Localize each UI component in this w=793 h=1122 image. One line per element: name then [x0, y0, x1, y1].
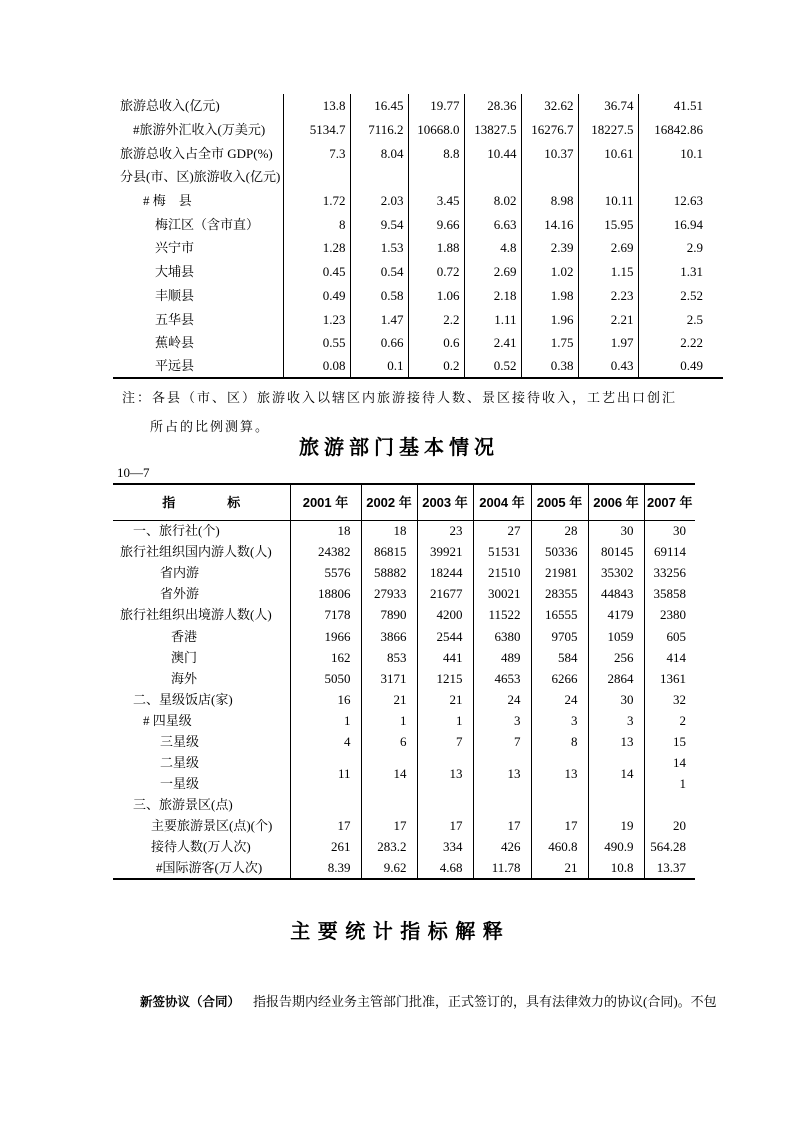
value-cell: 6380	[473, 625, 531, 646]
value-cell: 1.06	[408, 284, 464, 308]
value-cell: 2.5	[686, 311, 703, 327]
value-cell: 1059	[588, 625, 644, 646]
value-cell: 30	[588, 689, 644, 710]
value-cell: 0.2	[408, 355, 464, 379]
value-cell: 9.54	[350, 212, 408, 236]
row-label: 梅江区（含市直）	[113, 212, 283, 236]
value-cell: 0.54	[350, 260, 408, 284]
value-cell: 605	[666, 628, 686, 644]
row-label: 海外	[113, 668, 290, 689]
table-row	[113, 520, 695, 541]
value-cell: 14.16	[521, 212, 578, 236]
revenue-table	[113, 94, 723, 379]
value-cell: 16.45	[350, 94, 408, 118]
table-row	[113, 212, 723, 236]
value-cell: 2.69	[464, 260, 521, 284]
table-number: 10—7	[117, 465, 150, 480]
value-cell: 3	[473, 710, 531, 731]
row-label: 兴宁市	[113, 236, 283, 260]
value-cell: 0.49	[283, 284, 350, 308]
value-cell: 9705	[531, 625, 588, 646]
row-label: 大埔县	[113, 260, 283, 284]
value-cell: 6.63	[464, 212, 521, 236]
value-cell: 5576	[290, 562, 361, 583]
header-year-2007: 2007 年	[644, 484, 695, 520]
value-cell: 17	[473, 815, 531, 836]
table-row	[113, 794, 695, 815]
value-cell: 21510	[473, 562, 531, 583]
value-cell: 2.2	[408, 307, 464, 331]
value-cell: 414	[666, 649, 686, 665]
value-cell: 13.8	[283, 94, 350, 118]
row-label: 省内游	[113, 562, 290, 583]
value-cell: 11522	[473, 604, 531, 625]
value-cell: 162	[290, 647, 361, 668]
row-label: 一、旅行社(个)	[113, 520, 290, 541]
table-row	[113, 668, 695, 689]
header-indicator: 指 标	[113, 484, 290, 520]
value-cell: 7	[473, 731, 531, 752]
value-cell: 12.63	[673, 193, 703, 209]
row-label: #国际游客(万人次)	[113, 858, 290, 879]
value-cell: 0.58	[350, 284, 408, 308]
value-cell: 5050	[290, 668, 361, 689]
glossary-title: 主要统计指标解释	[290, 921, 511, 943]
header-year-2003: 2003 年	[417, 484, 473, 520]
row-label: 三星级	[113, 731, 290, 752]
value-cell: 1.53	[350, 236, 408, 260]
value-cell: 1.47	[350, 307, 408, 331]
value-cell	[361, 794, 417, 815]
value-cell: 80145	[588, 541, 644, 562]
value-cell: 21	[531, 858, 588, 879]
value-cell: 11.78	[473, 858, 531, 879]
value-cell: 18227.5	[578, 118, 638, 142]
value-cell: 3171	[361, 668, 417, 689]
value-cell: 14	[361, 752, 417, 794]
table-row	[113, 625, 695, 646]
value-cell	[588, 794, 644, 815]
table-row	[113, 583, 695, 604]
table-row	[113, 236, 723, 260]
definition-text: 指报告期内经业务主管部门批准，正式签订的，具有法律效力的协议(合同)。不包	[253, 994, 717, 1009]
value-cell: 5134.7	[283, 118, 350, 142]
table-row	[113, 284, 723, 308]
value-cell: 426	[473, 836, 531, 857]
value-cell: 10.11	[578, 189, 638, 213]
value-cell: 1.97	[578, 331, 638, 355]
value-cell: 18	[290, 520, 361, 541]
value-cell: 4653	[473, 668, 531, 689]
value-cell: 2.23	[578, 284, 638, 308]
footnote-line1: 注：各县（市、区）旅游收入以辖区内旅游接待人数、景区接待收入，工艺出口创汇	[122, 390, 678, 405]
value-cell: 17	[361, 815, 417, 836]
value-cell: 2.52	[680, 287, 703, 303]
row-label: 五华县	[113, 307, 283, 331]
value-cell: 15	[673, 733, 686, 749]
value-cell: 2544	[417, 625, 473, 646]
table-row	[113, 307, 723, 331]
value-cell: 13	[588, 731, 644, 752]
value-cell: 1	[679, 776, 686, 792]
definition-paragraph	[140, 991, 717, 1010]
value-cell: 441	[417, 647, 473, 668]
value-cell: 584	[531, 647, 588, 668]
value-cell	[408, 165, 464, 189]
value-cell: 1.31	[680, 264, 703, 280]
value-cell: 17	[290, 815, 361, 836]
value-cell: 0.43	[578, 355, 638, 379]
value-cell: 18244	[417, 562, 473, 583]
value-cell	[464, 165, 521, 189]
value-cell: 28	[531, 520, 588, 541]
value-cell: 0.1	[350, 355, 408, 379]
value-cell: 32.62	[521, 94, 578, 118]
value-cell: 2.39	[521, 236, 578, 260]
value-cell: 256	[588, 647, 644, 668]
definition-term: 新签协议（合同）	[140, 995, 241, 1009]
row-label: # 梅 县	[113, 189, 283, 213]
table-row	[113, 355, 723, 379]
value-cell	[578, 165, 638, 189]
value-cell: 0.72	[408, 260, 464, 284]
value-cell: 58882	[361, 562, 417, 583]
value-cell: 4	[290, 731, 361, 752]
table-row	[113, 710, 695, 731]
value-cell: 8.39	[290, 858, 361, 879]
value-cell: 7178	[290, 604, 361, 625]
header-year-2006: 2006 年	[588, 484, 644, 520]
value-cell: 21981	[531, 562, 588, 583]
section-title: 旅游部门基本情况	[299, 437, 499, 459]
row-label: 二星级	[113, 752, 290, 773]
row-label: 香港	[113, 625, 290, 646]
value-cell: 24382	[290, 541, 361, 562]
value-cell: 21	[417, 689, 473, 710]
value-cell: 10.44	[464, 141, 521, 165]
value-cell: 1.28	[283, 236, 350, 260]
value-cell: 33256	[653, 565, 686, 581]
value-cell: 36.74	[578, 94, 638, 118]
value-cell	[644, 794, 695, 815]
value-cell: 30021	[473, 583, 531, 604]
value-cell: 460.8	[531, 836, 588, 857]
value-cell: 0.6	[408, 331, 464, 355]
value-cell: 17	[531, 815, 588, 836]
value-cell: 23	[417, 520, 473, 541]
value-cell: 1	[417, 710, 473, 731]
value-cell: 3	[588, 710, 644, 731]
value-cell: 14	[588, 752, 644, 794]
value-cell: 8	[283, 212, 350, 236]
value-cell: 10.37	[521, 141, 578, 165]
value-cell	[283, 165, 350, 189]
table-row	[113, 752, 695, 773]
row-label: 平远县	[113, 355, 283, 379]
value-cell: 1361	[660, 670, 686, 686]
value-cell: 1.72	[283, 189, 350, 213]
value-cell: 2.18	[464, 284, 521, 308]
value-cell: 1215	[417, 668, 473, 689]
value-cell: 2.69	[578, 236, 638, 260]
value-cell: 13	[417, 752, 473, 794]
value-cell: 0.55	[283, 331, 350, 355]
value-cell	[531, 794, 588, 815]
value-cell: 853	[361, 647, 417, 668]
value-cell: 6	[361, 731, 417, 752]
value-cell: 564.28	[650, 839, 686, 855]
value-cell: 13827.5	[464, 118, 521, 142]
table-row	[113, 815, 695, 836]
value-cell: 0.45	[283, 260, 350, 284]
table-row	[113, 541, 695, 562]
value-cell: 1.02	[521, 260, 578, 284]
value-cell: 2.03	[350, 189, 408, 213]
row-label: 二、星级饭店(家)	[113, 689, 290, 710]
value-cell: 1.96	[521, 307, 578, 331]
value-cell: 1.23	[283, 307, 350, 331]
department-table-header	[113, 484, 695, 520]
value-cell: 1	[361, 710, 417, 731]
row-label: 主要旅游景区(点)(个)	[113, 815, 290, 836]
value-cell: 13	[531, 752, 588, 794]
value-cell: 15.95	[578, 212, 638, 236]
value-cell: 10.1	[680, 145, 703, 161]
value-cell: 0.66	[350, 331, 408, 355]
value-cell: 16842.86	[654, 122, 703, 138]
value-cell: 27	[473, 520, 531, 541]
value-cell: 2864	[588, 668, 644, 689]
value-cell: 13.37	[656, 860, 686, 876]
value-cell: 13	[473, 752, 531, 794]
value-cell: 21677	[417, 583, 473, 604]
row-label: #旅游外汇收入(万美元)	[113, 118, 283, 142]
value-cell: 490.9	[588, 836, 644, 857]
value-cell: 1.75	[521, 331, 578, 355]
value-cell: 7890	[361, 604, 417, 625]
row-label: 三、旅游景区(点)	[113, 794, 290, 815]
value-cell: 4179	[588, 604, 644, 625]
value-cell: 17	[417, 815, 473, 836]
value-cell: 1.15	[578, 260, 638, 284]
value-cell: 14	[673, 755, 686, 771]
value-cell: 2.9	[686, 240, 703, 256]
value-cell: 20	[673, 818, 686, 834]
value-cell: 1.98	[521, 284, 578, 308]
value-cell	[638, 165, 723, 189]
value-cell: 9.66	[408, 212, 464, 236]
value-cell: 27933	[361, 583, 417, 604]
table-row	[113, 731, 695, 752]
value-cell: 32	[673, 691, 686, 707]
value-cell: 0.08	[283, 355, 350, 379]
value-cell: 41.51	[673, 98, 703, 114]
header-year-2002: 2002 年	[361, 484, 417, 520]
value-cell: 10.61	[578, 141, 638, 165]
value-cell: 44843	[588, 583, 644, 604]
value-cell: 9.62	[361, 858, 417, 879]
value-cell: 4.8	[464, 236, 521, 260]
value-cell: 283.2	[361, 836, 417, 857]
table-row	[113, 858, 695, 879]
value-cell: 11	[290, 752, 361, 794]
table-row	[113, 331, 723, 355]
value-cell: 24	[531, 689, 588, 710]
value-cell: 35858	[653, 586, 686, 602]
value-cell: 2.21	[578, 307, 638, 331]
table-row	[113, 260, 723, 284]
table-row	[113, 562, 695, 583]
table-row	[113, 118, 723, 142]
value-cell: 35302	[588, 562, 644, 583]
value-cell: 2.22	[680, 335, 703, 351]
value-cell: 8.02	[464, 189, 521, 213]
value-cell: 0.38	[521, 355, 578, 379]
value-cell: 3866	[361, 625, 417, 646]
value-cell: 261	[290, 836, 361, 857]
value-cell: 18	[361, 520, 417, 541]
value-cell: 7116.2	[350, 118, 408, 142]
row-label: 省外游	[113, 583, 290, 604]
header-year-2004: 2004 年	[473, 484, 531, 520]
row-label: 接待人数(万人次)	[113, 836, 290, 857]
value-cell: 8.04	[350, 141, 408, 165]
value-cell: 8.98	[521, 189, 578, 213]
value-cell: 6266	[531, 668, 588, 689]
value-cell: 28355	[531, 583, 588, 604]
header-year-2001: 2001 年	[290, 484, 361, 520]
header-year-2005: 2005 年	[531, 484, 588, 520]
table-row	[113, 94, 723, 118]
value-cell: 0.49	[680, 358, 703, 374]
value-cell	[290, 794, 361, 815]
row-label: 丰顺县	[113, 284, 283, 308]
value-cell: 7	[417, 731, 473, 752]
table-row	[113, 836, 695, 857]
value-cell: 1.11	[464, 307, 521, 331]
row-label: # 四星级	[113, 710, 290, 731]
value-cell: 24	[473, 689, 531, 710]
department-table-body	[113, 520, 695, 879]
header-row	[113, 484, 695, 520]
value-cell	[350, 165, 408, 189]
value-cell	[521, 165, 578, 189]
row-label: 分县(市、区)旅游收入(亿元)	[113, 165, 283, 189]
value-cell: 2380	[660, 607, 686, 623]
row-label: 澳门	[113, 647, 290, 668]
value-cell: 51531	[473, 541, 531, 562]
value-cell: 3.45	[408, 189, 464, 213]
value-cell: 19.77	[408, 94, 464, 118]
value-cell: 4.68	[417, 858, 473, 879]
value-cell: 50336	[531, 541, 588, 562]
value-cell: 7.3	[283, 141, 350, 165]
value-cell: 334	[417, 836, 473, 857]
value-cell: 69114	[653, 544, 686, 560]
value-cell: 30	[673, 523, 686, 539]
row-label: 蕉岭县	[113, 331, 283, 355]
value-cell: 21	[361, 689, 417, 710]
footnote-line2: 所占的比例测算。	[150, 418, 271, 434]
value-cell: 19	[588, 815, 644, 836]
row-label: 一星级	[113, 773, 290, 794]
table-row	[113, 647, 695, 668]
value-cell: 4200	[417, 604, 473, 625]
value-cell: 8.8	[408, 141, 464, 165]
value-cell: 18806	[290, 583, 361, 604]
row-label: 旅游总收入(亿元)	[113, 94, 283, 118]
table-row	[113, 165, 723, 189]
value-cell: 8	[531, 731, 588, 752]
value-cell: 16	[290, 689, 361, 710]
value-cell: 86815	[361, 541, 417, 562]
value-cell: 28.36	[464, 94, 521, 118]
table-row	[113, 141, 723, 165]
row-label: 旅行社组织国内游人数(人)	[113, 541, 290, 562]
value-cell: 39921	[417, 541, 473, 562]
row-label: 旅游总收入占全市 GDP(%)	[113, 141, 283, 165]
value-cell: 2.41	[464, 331, 521, 355]
revenue-table-body	[113, 94, 723, 378]
value-cell: 16555	[531, 604, 588, 625]
value-cell: 1	[290, 710, 361, 731]
table-row	[113, 189, 723, 213]
value-cell: 1966	[290, 625, 361, 646]
value-cell: 2	[679, 712, 686, 728]
table-row	[113, 604, 695, 625]
table-row	[113, 689, 695, 710]
value-cell: 16276.7	[521, 118, 578, 142]
value-cell: 16.94	[673, 216, 703, 232]
value-cell: 10668.0	[408, 118, 464, 142]
value-cell: 10.8	[588, 858, 644, 879]
value-cell: 1.88	[408, 236, 464, 260]
value-cell	[417, 794, 473, 815]
value-cell: 0.52	[464, 355, 521, 379]
value-cell	[473, 794, 531, 815]
value-cell: 30	[588, 520, 644, 541]
row-label: 旅行社组织出境游人数(人)	[113, 604, 290, 625]
department-table	[113, 483, 695, 880]
value-cell: 489	[473, 647, 531, 668]
value-cell: 3	[531, 710, 588, 731]
